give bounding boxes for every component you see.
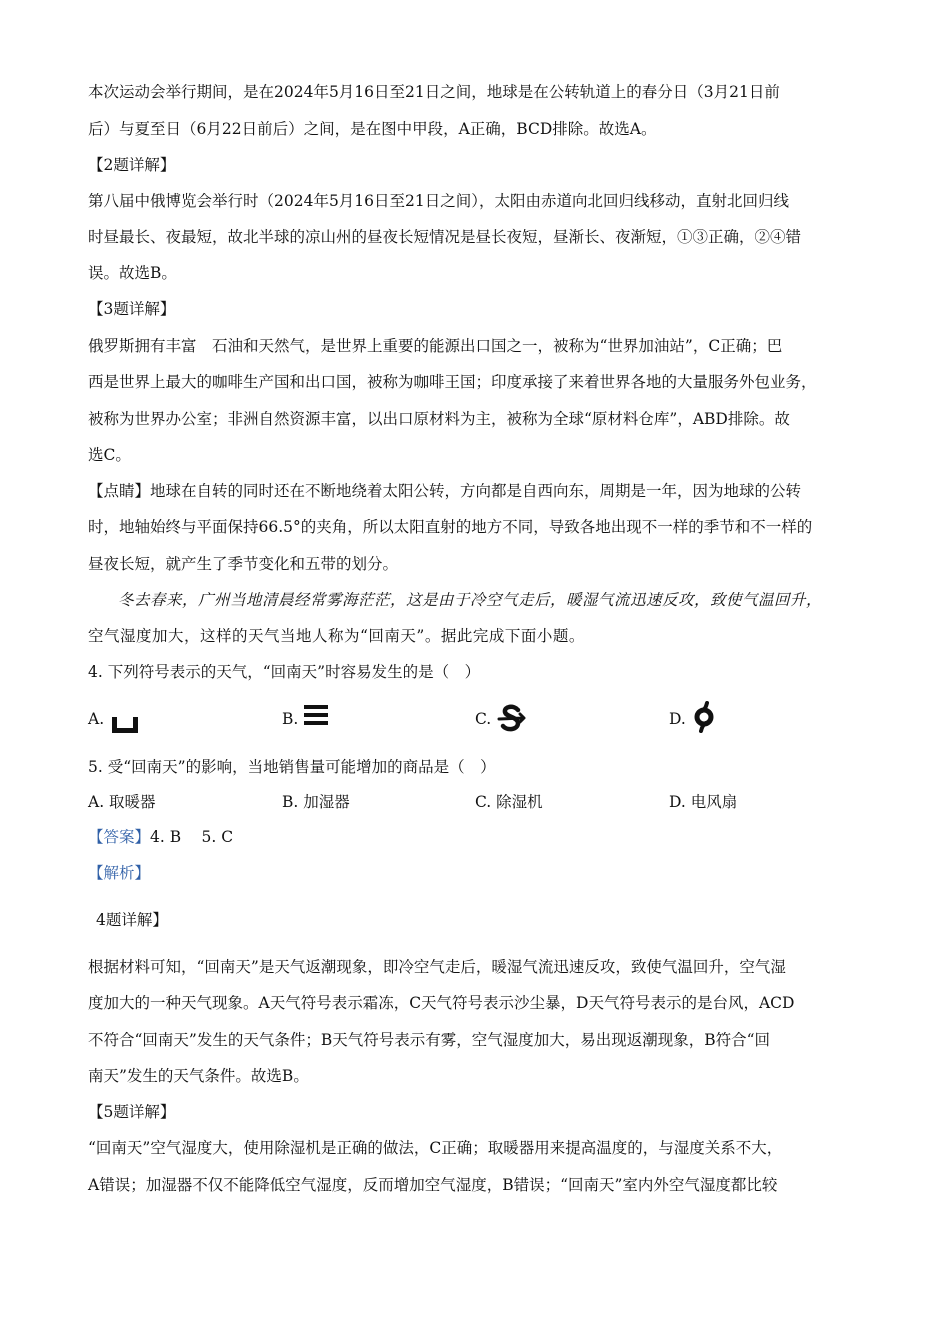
analysis-label: 【解析】	[88, 864, 151, 882]
q5-option-d: D. 电风扇	[669, 793, 738, 811]
q4-option-b-label: B.	[282, 710, 299, 728]
q4-option-c-label: C.	[475, 710, 492, 728]
q5-option-a: A. 取暖器	[88, 793, 156, 811]
q3-line2: 西是世界上最大的咖啡生产国和出口国，被称为咖啡王国；印度承接了来着世界各地的大量服务外包业务，	[88, 373, 817, 391]
q4-detail-line1: 根据材料可知，“回南天”是天气返潮现象，即冷空气走后，暖湿气流迅速反攻，致使气温回升，空气湿	[88, 958, 786, 976]
q5-option-c: C. 除湿机	[475, 793, 543, 811]
q3-line4: 选C。	[88, 446, 131, 464]
q5-stem: 5. 受“回南天”的影响，当地销售量可能增加的商品是（ ）	[88, 758, 496, 776]
q4-stem: 4. 下列符号表示的天气，“回南天”时容易发生的是（ ）	[88, 663, 481, 681]
tip-line2: 时，地轴始终与平面保持66.5°的夹角，所以太阳直射的地方不同，导致各地出现不一样的季节和不一样的	[88, 518, 813, 536]
q2-line3: 误。故选B。	[88, 264, 177, 282]
answer-label: 【答案】	[88, 828, 151, 846]
tip-line3: 昼夜长短，就产生了季节变化和五带的划分。	[88, 555, 399, 573]
q4-detail-line3: 不符合“回南天”发生的天气条件；B天气符号表示有雾，空气湿度加大，易出现返潮现象，B符合“回	[88, 1031, 771, 1049]
answer-text: 4. B 5. C	[150, 828, 234, 846]
tip-label: 【点睛】	[88, 482, 151, 500]
q5-detail-line1: “回南天”空气湿度大，使用除湿机是正确的做法，C正确；取暖器用来提高温度的，与湿度关系不大，	[88, 1139, 783, 1157]
fog-symbol-icon	[302, 703, 330, 727]
q4-detail-line2: 度加大的一种天气现象。A天气符号表示霜冻，C天气符号表示沙尘暴，D天气符号表示的是台风，ACD	[88, 994, 795, 1012]
q5-detail-line2: A错误；加湿器不仅不能降低空气湿度，反而增加空气湿度，B错误；“回南天”室内外空气湿度都比较	[88, 1176, 778, 1194]
q4-option-a-label: A.	[88, 710, 105, 728]
paragraph1-line1: 本次运动会举行期间，是在2024年5月16日至21日之间，地球是在公转轨道上的春分日（3月21日前	[88, 83, 780, 101]
material-line2: 空气湿度加大，这样的天气当地人称为“回南天”。据此完成下面小题。	[88, 627, 585, 645]
q4-detail-line4: 南天”发生的天气条件。故选B。	[88, 1067, 309, 1085]
q2-line2: 时昼最长、夜最短，故北半球的凉山州的昼夜长短情况是昼长夜短，昼渐长、夜渐短，①③正确，②④错	[88, 228, 802, 246]
answer-line	[88, 827, 878, 847]
sandstorm-symbol-icon	[496, 704, 532, 734]
tip-line1	[88, 481, 878, 501]
q4-detail-heading: 4题详解】	[96, 911, 168, 929]
q5-detail-heading: 【5题详解】	[88, 1103, 176, 1121]
q3-line3: 被称为世界办公室；非洲自然资源丰富，以出口原材料为主，被称为全球“原材料仓库”，ABD排除。故	[88, 410, 790, 428]
paragraph1-line2: 后）与夏至日（6月22日前后）之间，是在图中甲段，A正确，BCD排除。故选A。	[88, 120, 657, 138]
frost-symbol-icon	[110, 713, 140, 735]
q2-heading: 【2题详解】	[88, 156, 176, 174]
q5-option-b: B. 加湿器	[282, 793, 350, 811]
tip-text: 地球在自转的同时还在不断地绕着太阳公转，方向都是自西向东，周期是一年，因为地球的公转	[150, 482, 802, 500]
q3-line1: 俄罗斯拥有丰富 石油和天然气，是世界上重要的能源出口国之一，被称为“世界加油站”，C正确；巴	[88, 337, 783, 355]
q4-option-d-label: D.	[669, 710, 686, 728]
material-line1: 冬去春来，广州当地清晨经常雾海茫茫，这是由于冷空气走后，暖湿气流迅速反攻，致使气温回升，	[118, 591, 823, 609]
q2-line1: 第八届中俄博览会举行时（2024年5月16日至21日之间），太阳由赤道向北回归线移动，直射北回归线	[88, 192, 790, 210]
q3-heading: 【3题详解】	[88, 300, 176, 318]
typhoon-symbol-icon	[692, 701, 716, 733]
